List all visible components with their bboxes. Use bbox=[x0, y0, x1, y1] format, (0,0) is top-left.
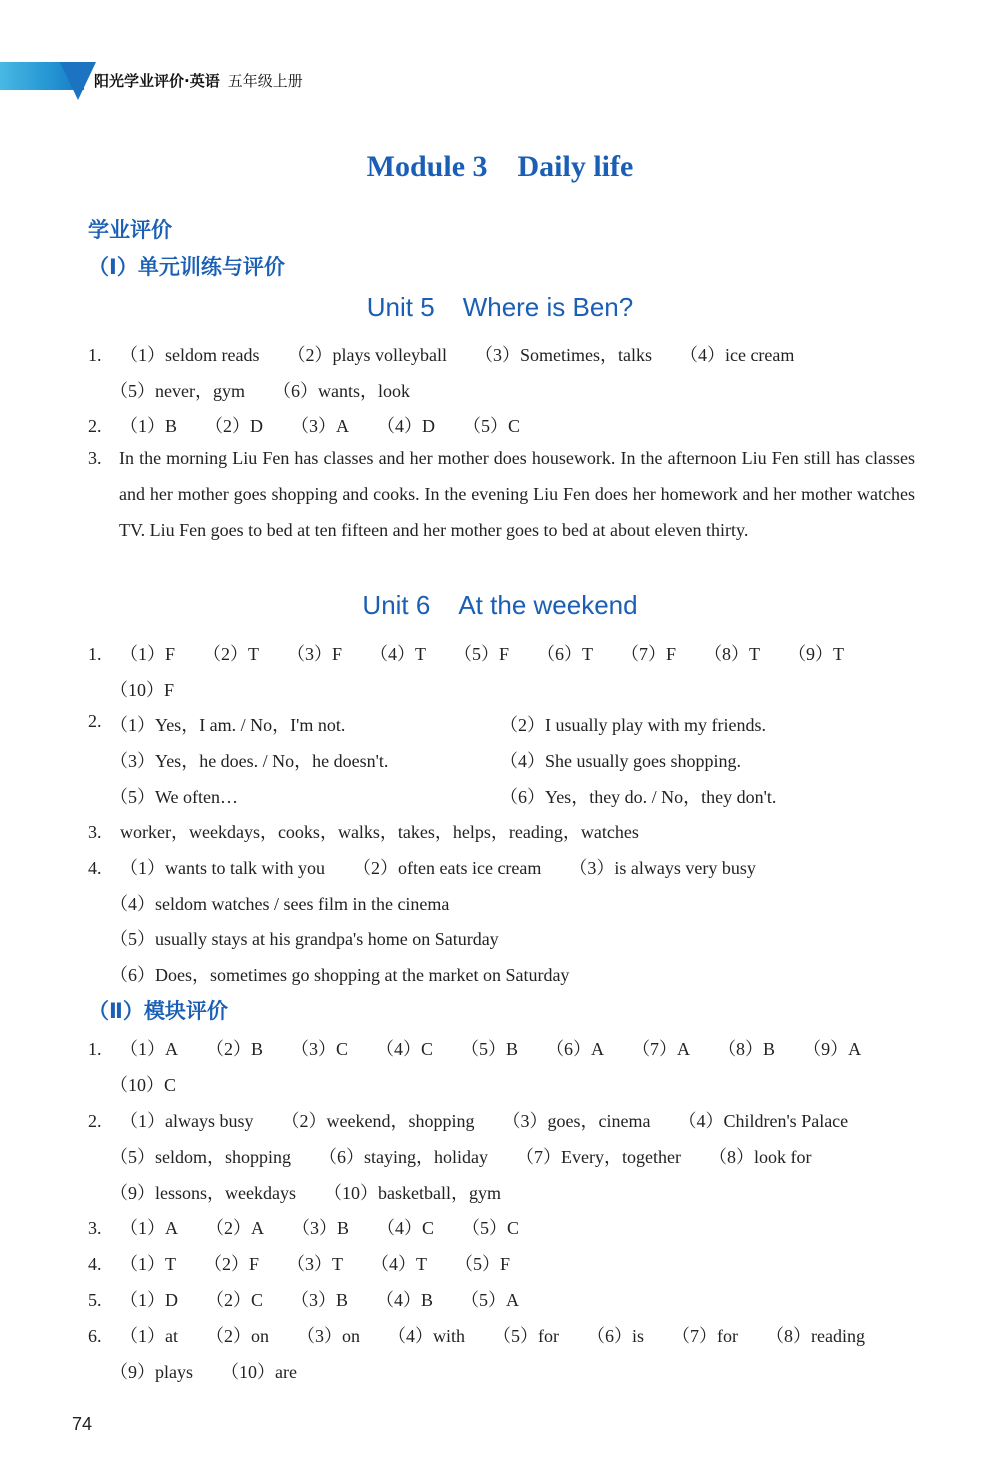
answer-item: （8）look for bbox=[708, 1147, 812, 1167]
unit5-q3-number: 3. bbox=[88, 448, 102, 468]
module-name: Daily life bbox=[517, 150, 634, 183]
unit6-q2-right-column bbox=[500, 711, 776, 819]
answer-item: （2）I usually play with my friends. bbox=[500, 715, 766, 735]
module-q3 bbox=[88, 1214, 519, 1240]
answer-item: （10）F bbox=[110, 680, 175, 700]
question-number: 1. bbox=[88, 345, 102, 365]
answer-item: （3）Yes，he does. / No，he doesn't. bbox=[110, 751, 389, 771]
module-label: Module 3 bbox=[366, 150, 488, 183]
unit6-q2-left-column bbox=[110, 711, 388, 819]
answer-item: （7）F bbox=[621, 644, 677, 664]
answer-item: （4）with bbox=[388, 1326, 466, 1346]
answer-item: （1）A bbox=[120, 1039, 178, 1059]
section-heading-part1: （Ⅰ）单元训练与评价 bbox=[88, 255, 285, 279]
answer-item: （5）for bbox=[493, 1326, 560, 1346]
module-q6-row2 bbox=[110, 1358, 297, 1384]
answer-item: （2）D bbox=[205, 416, 264, 436]
answer-item: （2）weekend，shopping bbox=[281, 1111, 475, 1131]
module-q2-row3 bbox=[110, 1179, 501, 1205]
question-number: 1. bbox=[88, 644, 102, 664]
answer-item: （2）C bbox=[206, 1290, 264, 1310]
module-q2-row2 bbox=[110, 1143, 811, 1169]
unit6-name: At the weekend bbox=[458, 590, 638, 620]
answer-item: （4）C bbox=[376, 1039, 434, 1059]
answer-item: （3）Sometimes，talks bbox=[474, 345, 652, 365]
answer-item: （4）She usually goes shopping. bbox=[500, 751, 741, 771]
answer-item: （2）on bbox=[206, 1326, 269, 1346]
answer-item: （7）Every，together bbox=[516, 1147, 681, 1167]
answer-item: （3）is always very busy bbox=[569, 858, 756, 878]
answer-item: （6）is bbox=[587, 1326, 645, 1346]
module-title bbox=[0, 150, 1000, 184]
unit5-q3-paragraph: In the morning Liu Fen has classes and her mother does housework. In the afternoon Liu Fen still has classes and her mother goes shopping and cooks. In the evening Liu Fen does her homework and her mother watches TV. Liu Fen goes to bed at ten fifteen and her mother goes to bed at about eleven thirty. bbox=[119, 448, 915, 540]
answer-item: （2）T bbox=[203, 644, 260, 664]
answer-item: （2）plays volleyball bbox=[287, 345, 447, 365]
answer-item: （1）D bbox=[120, 1290, 178, 1310]
answer-item: （1）B bbox=[120, 416, 178, 436]
answer-item: （2）F bbox=[204, 1254, 260, 1274]
answer-item: （4）B bbox=[376, 1290, 434, 1310]
answer-item: （3）on bbox=[297, 1326, 360, 1346]
answer-item: （3）C bbox=[291, 1039, 349, 1059]
answer-item: （10）basketball，gym bbox=[323, 1183, 501, 1203]
unit5-q1-row1 bbox=[88, 341, 794, 367]
question-number: 5. bbox=[88, 1290, 102, 1310]
unit6-q4-row3: （5）usually stays at his grandpa's home on Saturday bbox=[110, 929, 499, 949]
answer-item: （7）A bbox=[632, 1039, 691, 1059]
header-series: 阳光学业评价·英语 bbox=[94, 72, 220, 90]
unit6-label: Unit 6 bbox=[362, 590, 431, 620]
answer-item: （8）B bbox=[718, 1039, 776, 1059]
answer-item: （5）seldom，shopping bbox=[110, 1147, 292, 1167]
unit6-q1-row1 bbox=[88, 640, 844, 666]
answer-item: （5）F bbox=[455, 1254, 511, 1274]
answer-item: （1）at bbox=[120, 1326, 178, 1346]
answer-item: （1）A bbox=[120, 1218, 178, 1238]
answer-item: （4）C bbox=[377, 1218, 435, 1238]
answer-item: （3）A bbox=[291, 416, 350, 436]
unit5-q1-row2 bbox=[110, 377, 410, 403]
answer-item: （5）C bbox=[463, 416, 521, 436]
question-number: 6. bbox=[88, 1326, 102, 1346]
unit6-q1-row2 bbox=[110, 676, 174, 702]
unit6-title bbox=[0, 590, 1000, 621]
unit6-q3 bbox=[88, 818, 639, 844]
answer-item: （6）Yes，they do. / No，they don't. bbox=[500, 787, 777, 807]
module-q1-row1 bbox=[88, 1035, 861, 1061]
answer-item: （5）C bbox=[462, 1218, 520, 1238]
running-header bbox=[94, 70, 303, 91]
answer-item: （4）T bbox=[371, 1254, 428, 1274]
answer-item: （2）often eats ice cream bbox=[353, 858, 542, 878]
answer-item: （9）plays bbox=[110, 1362, 193, 1382]
answer-item: （1）F bbox=[120, 644, 176, 664]
answer-item: （9）lessons，weekdays bbox=[110, 1183, 296, 1203]
unit6-q4-row1 bbox=[88, 854, 756, 880]
answer-item: （5）never，gym bbox=[110, 381, 245, 401]
question-number: 4. bbox=[88, 1254, 102, 1274]
answer-item: （2）B bbox=[206, 1039, 264, 1059]
answer-item: （3）B bbox=[292, 1218, 350, 1238]
answer-item: （4）D bbox=[377, 416, 436, 436]
answer-item: （3）F bbox=[287, 644, 343, 664]
answer-item: （3）goes，cinema bbox=[502, 1111, 651, 1131]
answer-item: （7）for bbox=[672, 1326, 739, 1346]
answer-item: （1）wants to talk with you bbox=[120, 858, 325, 878]
question-number: 4. bbox=[88, 858, 102, 878]
unit6-q4-row2: （4）seldom watches / sees film in the cinema bbox=[110, 894, 450, 914]
question-number: 2. bbox=[88, 1111, 102, 1131]
unit5-q2 bbox=[88, 412, 520, 438]
question-number: 1. bbox=[88, 1039, 102, 1059]
answer-item: （5）B bbox=[461, 1039, 519, 1059]
answer-item: （9）A bbox=[803, 1039, 862, 1059]
answer-item: （4）T bbox=[370, 644, 427, 664]
answer-item: （5）F bbox=[454, 644, 510, 664]
answer-item: （5）We often… bbox=[110, 787, 239, 807]
unit6-q4-row4: （6）Does，sometimes go shopping at the market on Saturday bbox=[110, 965, 570, 985]
answer-item: （4）Children's Palace bbox=[678, 1111, 849, 1131]
answer-item: （3）T bbox=[287, 1254, 344, 1274]
answer-item: （9）T bbox=[788, 644, 845, 664]
answer-item: （10）are bbox=[221, 1362, 297, 1382]
answer-item: （4）ice cream bbox=[679, 345, 795, 365]
answer-item: （10）C bbox=[110, 1075, 177, 1095]
answer-item: （6）T bbox=[537, 644, 594, 664]
question-number: 3. bbox=[88, 822, 102, 842]
module-q4 bbox=[88, 1250, 510, 1276]
module-q5 bbox=[88, 1286, 519, 1312]
module-q1-row2 bbox=[110, 1071, 176, 1097]
answer-item: （8）reading bbox=[766, 1326, 866, 1346]
answer-item: （3）B bbox=[291, 1290, 349, 1310]
answer-item: worker，weekdays，cooks，walks，takes，helps，reading，watches bbox=[120, 822, 639, 842]
unit5-label: Unit 5 bbox=[366, 292, 435, 322]
answer-item: （8）T bbox=[704, 644, 761, 664]
header-grade: 五年级上册 bbox=[227, 72, 303, 90]
answer-item: （1）Yes，I am. / No，I'm not. bbox=[110, 715, 346, 735]
page-number: 74 bbox=[72, 1414, 93, 1434]
answer-item: （6）staying，holiday bbox=[319, 1147, 489, 1167]
module-q2-row1 bbox=[88, 1107, 848, 1133]
answer-item: （1）always busy bbox=[120, 1111, 254, 1131]
unit5-name: Where is Ben? bbox=[462, 292, 634, 322]
question-number: 3. bbox=[88, 1218, 102, 1238]
header-notch bbox=[60, 62, 96, 100]
answer-item: （2）A bbox=[206, 1218, 264, 1238]
unit6-q2-number: 2. bbox=[88, 711, 102, 731]
unit5-title bbox=[0, 292, 1000, 323]
answer-item: （1）seldom reads bbox=[120, 345, 260, 365]
answer-item: （5）A bbox=[461, 1290, 520, 1310]
answer-item: （1）T bbox=[120, 1254, 176, 1274]
answer-item: （6）wants，look bbox=[272, 381, 410, 401]
module-q6-row1 bbox=[88, 1322, 865, 1348]
question-number: 2. bbox=[88, 416, 102, 436]
answer-item: （6）A bbox=[546, 1039, 605, 1059]
section-heading-main: 学业评价 bbox=[88, 218, 172, 242]
section-heading-part2: （Ⅱ）模块评价 bbox=[88, 999, 228, 1023]
